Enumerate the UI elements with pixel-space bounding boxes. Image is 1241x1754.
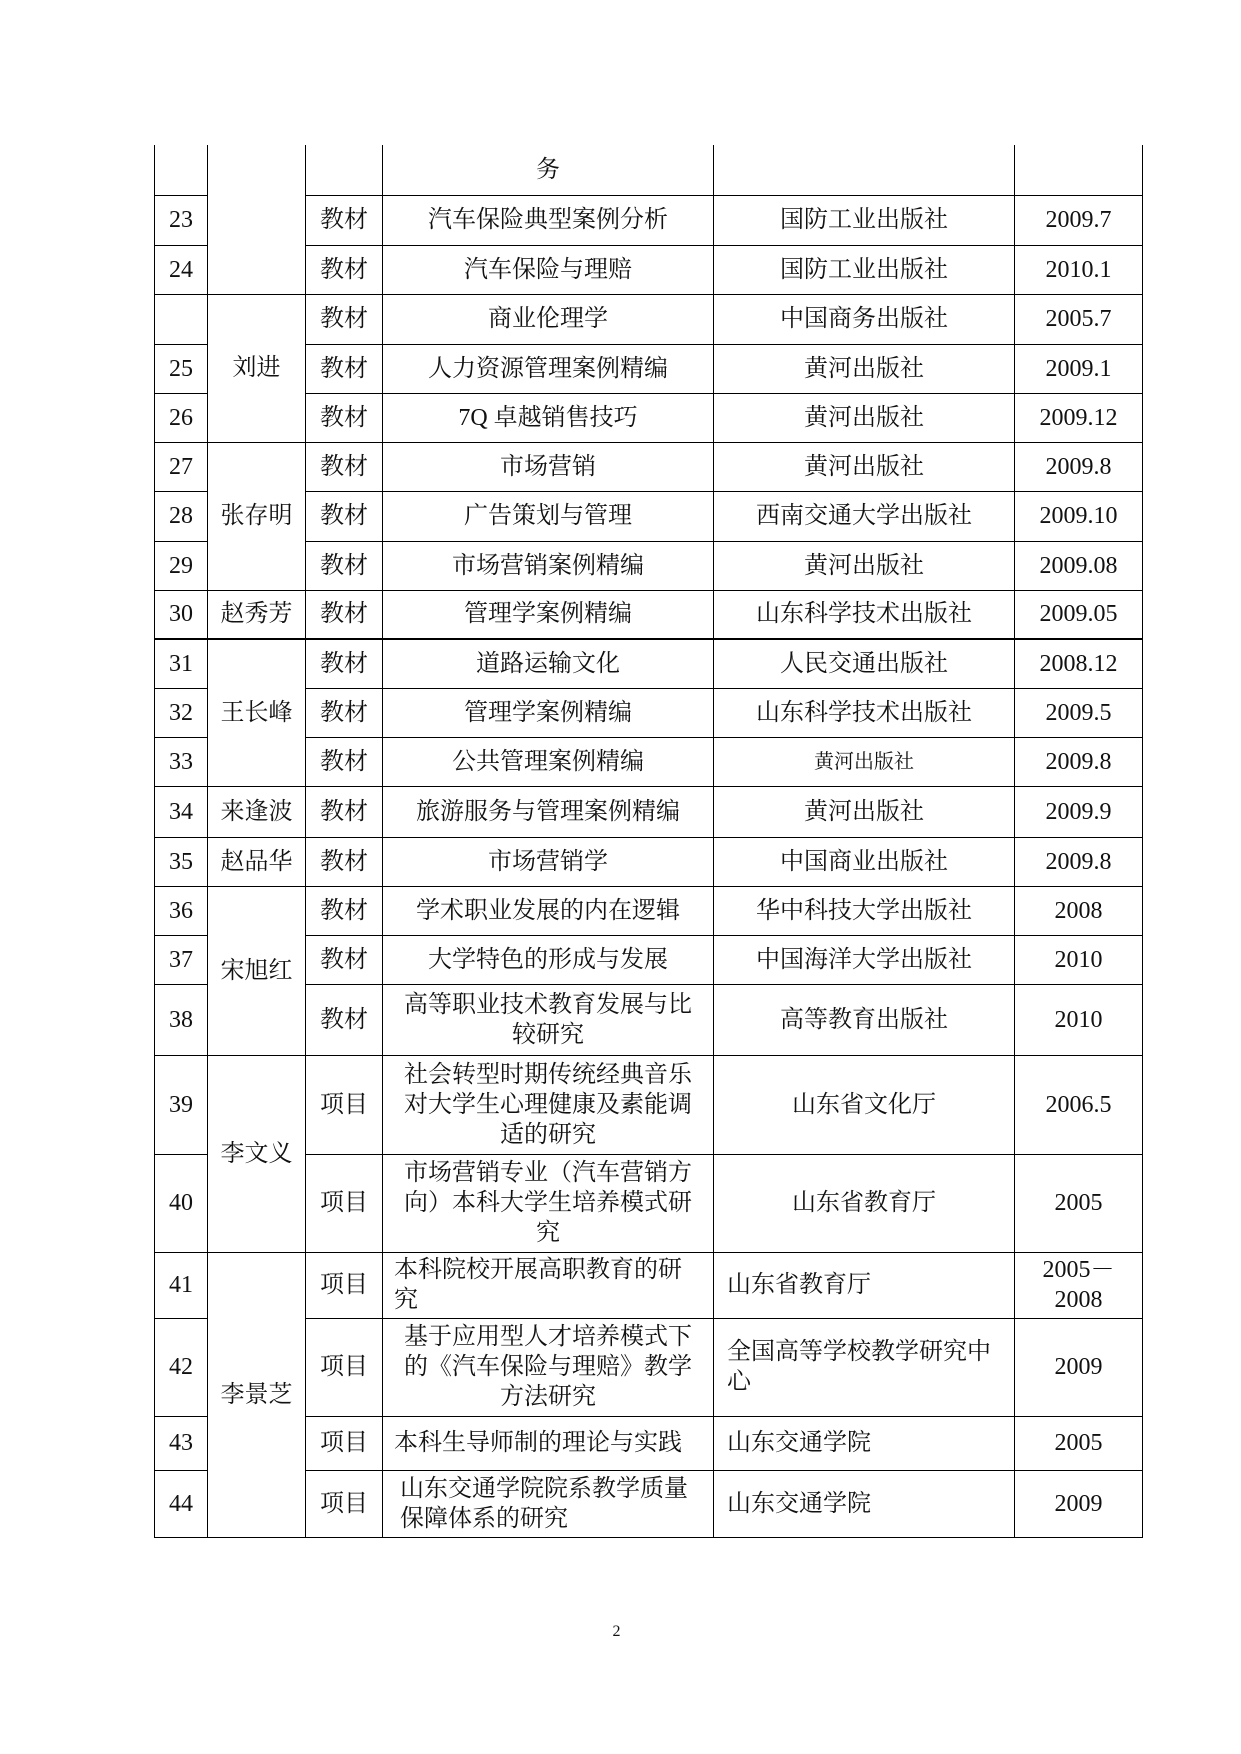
cell-type: 教材: [306, 195, 383, 245]
cell-title: 商业伦理学: [383, 294, 714, 344]
cell-date: 2010.1: [1015, 245, 1143, 294]
cell-type: 教材: [306, 541, 383, 590]
cell-publisher: 人民交通出版社: [714, 639, 1015, 688]
cell-type: 项目: [306, 1154, 383, 1252]
cell-type: 项目: [306, 1055, 383, 1154]
cell-title: 社会转型时期传统经典音乐 对大学生心理健康及素能调 适的研究: [383, 1055, 714, 1154]
cell-title: 市场营销: [383, 442, 714, 491]
cell-author: 刘进: [208, 294, 306, 442]
cell-date: 2005: [1015, 1416, 1143, 1470]
cell-type: 项目: [306, 1470, 383, 1537]
cell-type: 教材: [306, 590, 383, 639]
cell-date: 2009: [1015, 1470, 1143, 1537]
cell-author: 宋旭红: [208, 886, 306, 1055]
cell-date: 2009.8: [1015, 737, 1143, 786]
cell-type: 教材: [306, 491, 383, 541]
cell-type: 教材: [306, 294, 383, 344]
cell-date: 2009.08: [1015, 541, 1143, 590]
table-row: [155, 1055, 1143, 1154]
cell-date: [1015, 145, 1143, 195]
cell-number: 33: [155, 737, 208, 786]
table-row: [155, 1252, 1143, 1318]
cell-type: 教材: [306, 786, 383, 837]
cell-publisher: 国防工业出版社: [714, 195, 1015, 245]
cell-author: 赵品华: [208, 837, 306, 886]
cell-title: 本科生导师制的理论与实践: [383, 1416, 714, 1470]
cell-publisher: 国防工业出版社: [714, 245, 1015, 294]
cell-type: 教材: [306, 837, 383, 886]
cell-author: 来逢波: [208, 786, 306, 837]
cell-title: 旅游服务与管理案例精编: [383, 786, 714, 837]
cell-publisher: 中国海洋大学出版社: [714, 935, 1015, 984]
cell-number: 42: [155, 1318, 208, 1416]
cell-publisher: 全国高等学校教学研究中 心: [714, 1318, 1015, 1416]
cell-number: 44: [155, 1470, 208, 1537]
cell-title: 本科院校开展高职教育的研 究: [383, 1252, 714, 1318]
table-row: [155, 590, 1143, 639]
cell-title: 汽车保险与理赔: [383, 245, 714, 294]
cell-publisher: 山东省教育厅: [714, 1252, 1015, 1318]
cell-title: 基于应用型人才培养模式下 的《汽车保险与理赔》教学 方法研究: [383, 1318, 714, 1416]
cell-number: 30: [155, 590, 208, 639]
cell-date: 2009.12: [1015, 393, 1143, 442]
cell-number: 24: [155, 245, 208, 294]
cell-publisher: 山东交通学院: [714, 1416, 1015, 1470]
cell-number: 31: [155, 639, 208, 688]
cell-type: 教材: [306, 344, 383, 393]
cell-date: 2009.05: [1015, 590, 1143, 639]
table-row: [155, 886, 1143, 935]
cell-publisher: 黄河出版社: [714, 541, 1015, 590]
cell-publisher: 山东省文化厅: [714, 1055, 1015, 1154]
cell-author: 李文义: [208, 1055, 306, 1252]
cell-date: 2009.1: [1015, 344, 1143, 393]
cell-publisher: [714, 145, 1015, 195]
cell-date: 2009: [1015, 1318, 1143, 1416]
cell-type: 教材: [306, 886, 383, 935]
cell-number: 32: [155, 688, 208, 737]
cell-date: 2005.7: [1015, 294, 1143, 344]
cell-author: 张存明: [208, 442, 306, 590]
cell-title: 管理学案例精编: [383, 590, 714, 639]
cell-date: 2005－ 2008: [1015, 1252, 1143, 1318]
cell-date: 2009.7: [1015, 195, 1143, 245]
cell-number: 38: [155, 984, 208, 1055]
cell-publisher: 高等教育出版社: [714, 984, 1015, 1055]
cell-number: 36: [155, 886, 208, 935]
cell-type: 教材: [306, 639, 383, 688]
table-row: [155, 639, 1143, 688]
cell-publisher: 中国商业出版社: [714, 837, 1015, 886]
cell-publisher: 山东省教育厅: [714, 1154, 1015, 1252]
cell-number: [155, 145, 208, 195]
cell-date: 2008: [1015, 886, 1143, 935]
cell-publisher: 西南交通大学出版社: [714, 491, 1015, 541]
cell-title: 学术职业发展的内在逻辑: [383, 886, 714, 935]
page-number: 2: [612, 1623, 621, 1640]
cell-publisher: 中国商务出版社: [714, 294, 1015, 344]
cell-date: 2009.8: [1015, 837, 1143, 886]
table-row: [155, 442, 1143, 491]
cell-title: 大学特色的形成与发展: [383, 935, 714, 984]
cell-type: 教材: [306, 245, 383, 294]
cell-date: 2008.12: [1015, 639, 1143, 688]
cell-title: 管理学案例精编: [383, 688, 714, 737]
cell-publisher: 山东交通学院: [714, 1470, 1015, 1537]
achievements-table: [154, 145, 1143, 1538]
cell-number: 29: [155, 541, 208, 590]
cell-date: 2009.8: [1015, 442, 1143, 491]
table-row: [155, 145, 1143, 195]
cell-title: 7Q 卓越销售技巧: [383, 393, 714, 442]
table-row: [155, 294, 1143, 344]
cell-type: 教材: [306, 442, 383, 491]
cell-author: 李景芝: [208, 1252, 306, 1537]
cell-number: 34: [155, 786, 208, 837]
cell-number: 26: [155, 393, 208, 442]
cell-type: 教材: [306, 737, 383, 786]
cell-date: 2005: [1015, 1154, 1143, 1252]
cell-date: 2009.5: [1015, 688, 1143, 737]
cell-publisher: 黄河出版社: [714, 393, 1015, 442]
table-row: [155, 837, 1143, 886]
cell-number: 25: [155, 344, 208, 393]
cell-title: 务: [383, 145, 714, 195]
cell-date: 2010: [1015, 935, 1143, 984]
cell-number: [155, 294, 208, 344]
cell-type: 教材: [306, 984, 383, 1055]
cell-number: 28: [155, 491, 208, 541]
cell-number: 41: [155, 1252, 208, 1318]
cell-number: 40: [155, 1154, 208, 1252]
cell-publisher: 黄河出版社: [714, 442, 1015, 491]
cell-publisher: 黄河出版社: [714, 786, 1015, 837]
cell-type: 教材: [306, 688, 383, 737]
table-row: [155, 786, 1143, 837]
cell-number: 35: [155, 837, 208, 886]
cell-title: 山东交通学院院系教学质量 保障体系的研究: [383, 1470, 714, 1537]
cell-number: 39: [155, 1055, 208, 1154]
cell-publisher: 山东科学技术出版社: [714, 590, 1015, 639]
cell-number: 37: [155, 935, 208, 984]
cell-type: 教材: [306, 935, 383, 984]
cell-date: 2009.9: [1015, 786, 1143, 837]
cell-title: 公共管理案例精编: [383, 737, 714, 786]
cell-title: 市场营销专业（汽车营销方 向）本科大学生培养模式研 究: [383, 1154, 714, 1252]
cell-author: 赵秀芳: [208, 590, 306, 639]
cell-number: 27: [155, 442, 208, 491]
cell-type: 教材: [306, 393, 383, 442]
cell-date: 2009.10: [1015, 491, 1143, 541]
cell-date: 2006.5: [1015, 1055, 1143, 1154]
cell-number: 23: [155, 195, 208, 245]
cell-title: 汽车保险典型案例分析: [383, 195, 714, 245]
cell-title: 道路运输文化: [383, 639, 714, 688]
cell-publisher: 华中科技大学出版社: [714, 886, 1015, 935]
cell-number: 43: [155, 1416, 208, 1470]
cell-title: 广告策划与管理: [383, 491, 714, 541]
cell-publisher: 山东科学技术出版社: [714, 688, 1015, 737]
cell-publisher: 黄河出版社: [714, 344, 1015, 393]
cell-title: 人力资源管理案例精编: [383, 344, 714, 393]
cell-date: 2010: [1015, 984, 1143, 1055]
cell-type: 项目: [306, 1318, 383, 1416]
cell-author: 王长峰: [208, 639, 306, 786]
cell-author: [208, 145, 306, 294]
cell-type: 项目: [306, 1252, 383, 1318]
cell-type: [306, 145, 383, 195]
cell-publisher: 黄河出版社: [714, 737, 1015, 786]
cell-title: 高等职业技术教育发展与比 较研究: [383, 984, 714, 1055]
cell-title: 市场营销学: [383, 837, 714, 886]
cell-type: 项目: [306, 1416, 383, 1470]
cell-title: 市场营销案例精编: [383, 541, 714, 590]
